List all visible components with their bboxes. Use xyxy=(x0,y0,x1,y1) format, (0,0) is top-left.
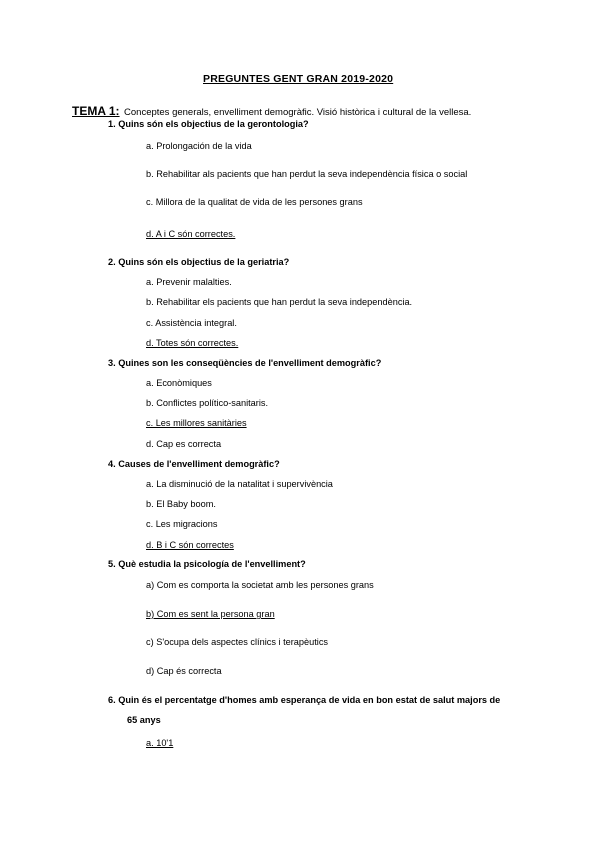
q1-option-a: a. Prolongación de la vida xyxy=(146,141,252,151)
q5-option-d: d) Cap és correcta xyxy=(146,666,222,676)
q3-option-d: d. Cap es correcta xyxy=(146,439,222,449)
q5-option-a: a) Com es comporta la societat amb les persones grans xyxy=(146,580,374,590)
question-4: 4. Causes de l'envelliment demogràfic? xyxy=(108,459,280,469)
q2-option-c: c. Assistència integral. xyxy=(146,318,237,328)
question-2: 2. Quins són els objectius de la geriatria? xyxy=(108,257,290,267)
q1-option-c: c. Millora de la qualitat de vida de les persones grans xyxy=(146,197,363,207)
tema-description: Conceptes generals, envelliment demogràfic. Visió històrica i cultural de la vellesa. xyxy=(124,107,472,118)
question-6-line-2: 65 anys xyxy=(127,715,161,725)
q4-option-c: c. Les migracions xyxy=(146,519,218,529)
question-6-line-1: 6. Quin és el percentatge d'homes amb esperança de vida en bon estat de salut majors de xyxy=(108,695,501,705)
page-title: PREGUNTES GENT GRAN 2019-2020 xyxy=(203,73,394,85)
q6-option-a: a. 10'1 xyxy=(146,738,174,748)
question-5: 5. Què estudia la psicología de l'envelliment? xyxy=(108,559,306,569)
q1-option-b: b. Rehabilitar als pacients que han perdut la seva independència física o social xyxy=(146,169,468,179)
q3-option-a: a. Econòmiques xyxy=(146,378,212,388)
q4-option-a: a. La disminució de la natalitat i supervivència xyxy=(146,479,333,489)
q4-option-d: d. B i C són correctes xyxy=(146,540,234,550)
tema-heading xyxy=(72,102,471,120)
question-1: 1. Quins són els objectius de la gerontologia? xyxy=(108,119,309,129)
tema-label: TEMA 1: xyxy=(72,104,120,118)
q2-option-d: d. Totes són correctes. xyxy=(146,338,239,348)
q5-option-c: c) S'ocupa dels aspectes clínics i terapèutics xyxy=(146,637,329,647)
q1-option-d: d. A i C són correctes. xyxy=(146,229,236,239)
q5-option-b: b) Com es sent la persona gran xyxy=(146,609,275,619)
question-3: 3. Quines son les conseqüències de l'envelliment demogràfic? xyxy=(108,358,382,368)
q2-option-b: b. Rehabilitar els pacients que han perdut la seva independència. xyxy=(146,297,413,307)
q4-option-b: b. El Baby boom. xyxy=(146,499,216,509)
q3-option-c: c. Les millores sanitàries xyxy=(146,418,247,428)
q2-option-a: a. Prevenir malalties. xyxy=(146,277,232,287)
q3-option-b: b. Conflictes político-sanitaris. xyxy=(146,398,269,408)
